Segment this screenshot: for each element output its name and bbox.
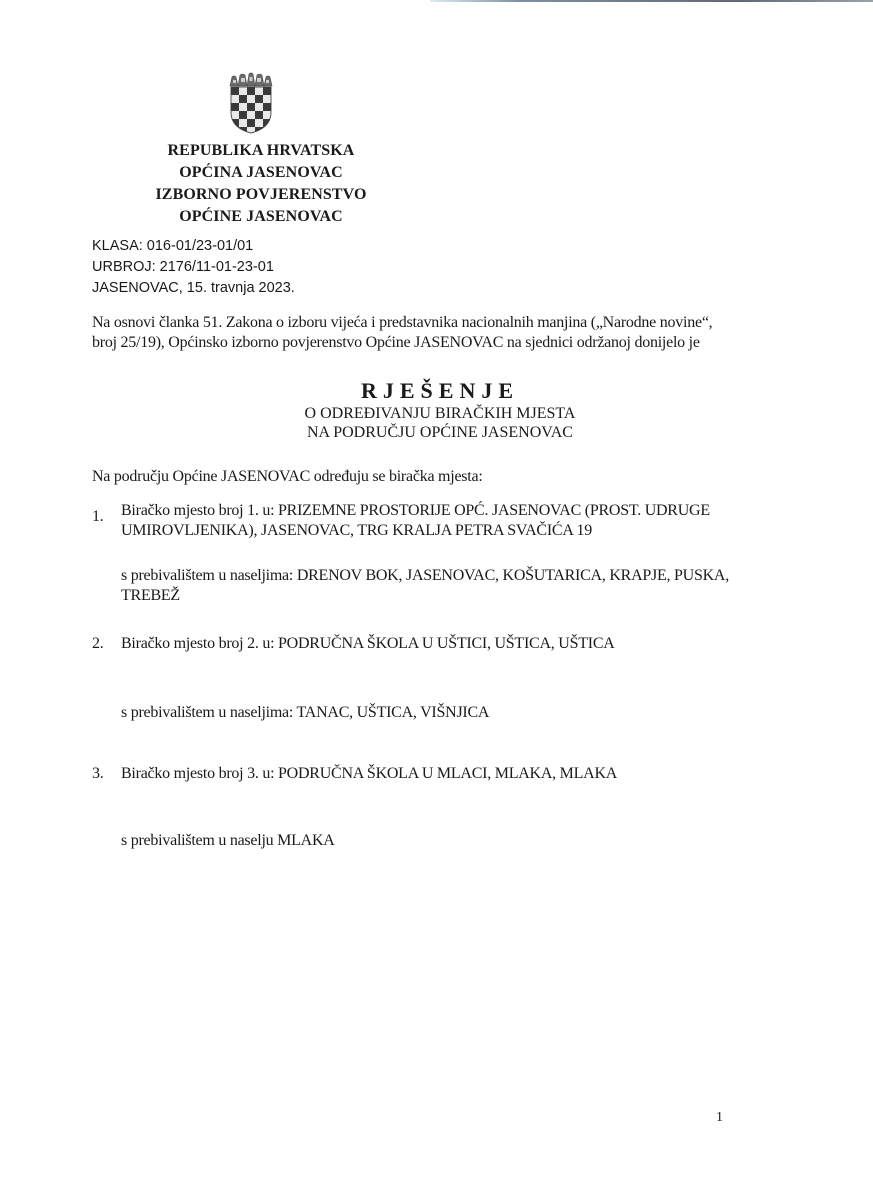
place-and-date: JASENOVAC, 15. travnja 2023. bbox=[92, 280, 295, 296]
document-reference bbox=[92, 236, 295, 299]
residence-line: s prebivalištem u naselju MLAKA bbox=[121, 832, 335, 849]
scan-edge-artifact bbox=[430, 0, 873, 2]
residence-line: s prebivalištem u naseljima: TANAC, UŠTICA, VIŠNJICA bbox=[121, 704, 490, 721]
residence-line: TREBEŽ bbox=[121, 587, 180, 604]
intro-line: Na osnovi članka 51. Zakona o izboru vijeća i predstavnika nacionalnih manjina („Narodne novine“, bbox=[92, 314, 713, 331]
title-subtitle: O ODREĐIVANJU BIRAČKIH MJESTA bbox=[304, 405, 576, 422]
header-line-commission: IZBORNO POVJERENSTVO bbox=[155, 186, 367, 203]
header-line-republic: REPUBLIKA HRVATSKA bbox=[167, 142, 355, 159]
location-line: Biračko mjesto broj 1. u: PRIZEMNE PROSTORIJE OPĆ. JASENOVAC (PROST. UDRUGE bbox=[121, 502, 710, 519]
page-number: 1 bbox=[716, 1110, 723, 1125]
decision-title bbox=[270, 378, 610, 442]
issuer-header bbox=[130, 140, 392, 228]
location-line: UMIROVLJENIKA), JASENOVAC, TRG KRALJA PETRA SVAČIĆA 19 bbox=[121, 522, 593, 539]
polling-station-item bbox=[92, 501, 782, 541]
polling-station-item bbox=[92, 634, 782, 654]
title-main: RJEŠENJE bbox=[360, 378, 520, 403]
polling-station-item bbox=[92, 764, 782, 784]
urbroj-number: URBROJ: 2176/11-01-23-01 bbox=[92, 259, 274, 275]
residence-settlements bbox=[121, 703, 781, 723]
location-line: Biračko mjesto broj 2. u: PODRUČNA ŠKOLA U UŠTICI, UŠTICA, UŠTICA bbox=[121, 635, 615, 652]
legal-basis-paragraph bbox=[92, 313, 792, 353]
header-line-municipality: OPĆINA JASENOVAC bbox=[179, 164, 343, 181]
header-line-commission-municipality: OPĆINE JASENOVAC bbox=[179, 208, 343, 225]
residence-settlements bbox=[121, 566, 781, 606]
item-number: 3. bbox=[92, 765, 104, 782]
residence-line: s prebivalištem u naseljima: DRENOV BOK, JASENOVAC, KOŠUTARICA, KRAPJE, PUSKA, bbox=[121, 567, 729, 584]
item-number: 1. bbox=[92, 508, 104, 525]
title-subtitle: NA PODRUČJU OPĆINE JASENOVAC bbox=[307, 424, 573, 441]
croatian-coat-of-arms-icon bbox=[227, 72, 275, 134]
klasa-number: KLASA: 016-01/23-01/01 bbox=[92, 238, 254, 254]
location-line: Biračko mjesto broj 3. u: PODRUČNA ŠKOLA U MLACI, MLAKA, MLAKA bbox=[121, 765, 618, 782]
item-number: 2. bbox=[92, 635, 104, 652]
intro-line: broj 25/19), Općinsko izborno povjerenstvo Općine JASENOVAC na sjednici održanoj donijelo je bbox=[92, 334, 700, 351]
residence-settlements bbox=[121, 831, 781, 851]
lead-sentence: Na području Općine JASENOVAC određuju se biračka mjesta: bbox=[92, 468, 483, 485]
